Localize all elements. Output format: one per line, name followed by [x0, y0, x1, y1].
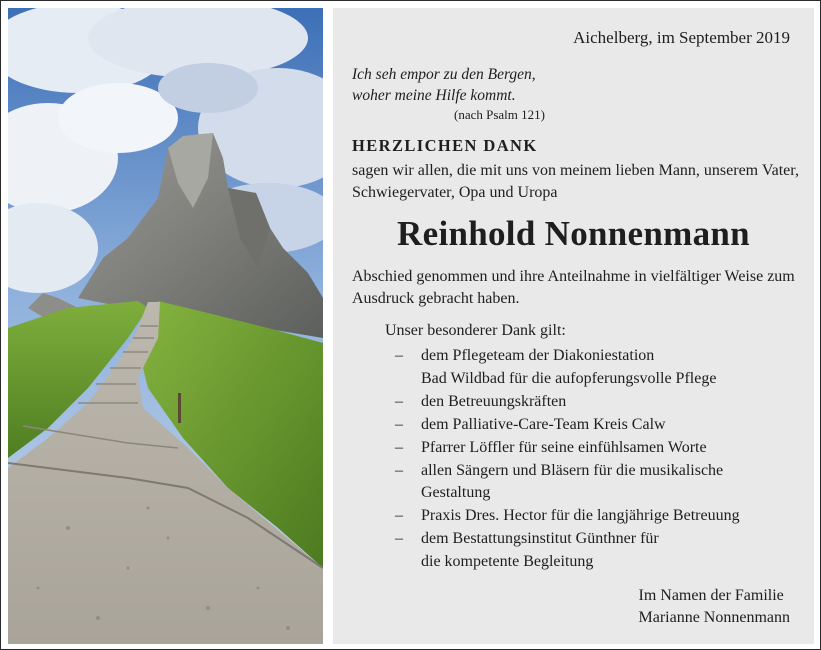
thanks-heading: HERZLICHEN DANK — [352, 136, 538, 155]
list-item: – dem Pflegeteam der Diakoniestation Bad Wildbad für die aufopferungsvolle Pflege — [395, 347, 717, 387]
list-item: – Pfarrer Löffler für seine einfühlsamen Worte — [395, 438, 707, 456]
signature-line-2: Marianne Nonnenmann — [638, 609, 790, 626]
bible-verse-line-1: Ich seh empor zu den Bergen, — [352, 66, 536, 83]
thanks-text: sagen wir allen, die mit uns von meinem lieben Mann, unserem Vater, Schwiegervater, Opa und Uropa — [352, 162, 799, 201]
place-date: Aichelberg, im September 2019 — [573, 28, 790, 47]
special-thanks-list — [395, 345, 805, 574]
list-item: – Praxis Dres. Hector für die langjährige Betreuung — [395, 507, 740, 524]
bible-verse — [352, 64, 536, 106]
farewell-text: Abschied genommen und ihre Anteilnahme in vielfältiger Weise zum Ausdruck gebracht haben. — [352, 268, 795, 307]
text-panel — [333, 8, 814, 644]
special-thanks-intro: Unser besonderer Dank gilt: — [385, 322, 566, 339]
bible-verse-line-2: woher meine Hilfe kommt. — [352, 87, 516, 104]
signature — [638, 585, 790, 629]
deceased-name: Reinhold Nonnenmann — [397, 214, 750, 253]
signature-line-1: Im Namen der Familie — [638, 587, 784, 604]
mountain-path-photo — [8, 8, 323, 644]
list-item: – allen Sängern und Bläsern für die musikalische Gestaltung — [395, 461, 724, 501]
bible-verse-source: (nach Psalm 121) — [454, 107, 545, 122]
list-item: – den Betreuungskräften — [395, 392, 567, 410]
list-item: – dem Palliative-Care-Team Kreis Calw — [395, 415, 666, 433]
list-item: – dem Bestattungsinstitut Günthner für die kompetente Begleitung — [395, 530, 659, 570]
